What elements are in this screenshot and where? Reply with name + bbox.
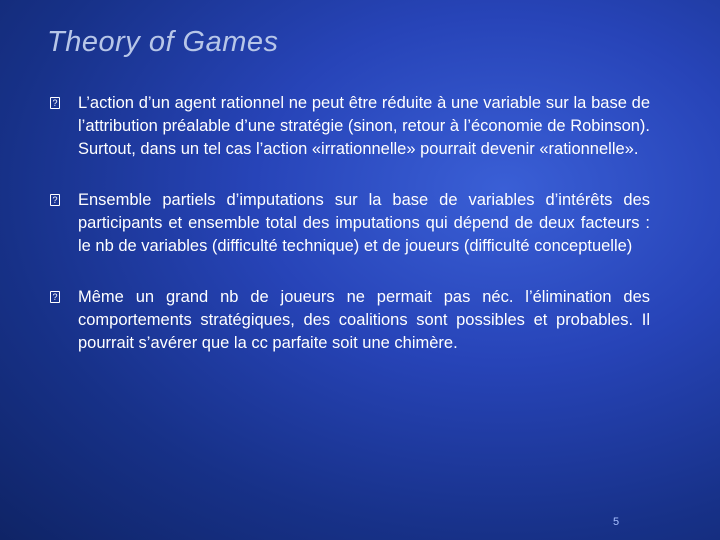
page-number: 5 (613, 516, 620, 528)
bullet-item (50, 92, 650, 161)
slide-title: Theory of Games (47, 26, 279, 58)
bullet-box-icon: ? (50, 194, 60, 206)
bullet-text: Ensemble partiels d’imputations sur la base de variables d’intérêts des participants et ensemble total des imputations qui dépend de deux facteurs : le nb de variables (difficulté technique) et de joueurs (difficulté conceptuelle) (78, 191, 650, 255)
bullet-box-icon: ? (50, 291, 60, 303)
bullet-list (50, 92, 650, 383)
bullet-box-icon: ? (50, 97, 60, 109)
bullet-item (50, 189, 650, 258)
bullet-text: L’action d’un agent rationnel ne peut être réduite à une variable sur la base de l’attribution préalable d’une stratégie (sinon, retour à l’économie de Robinson). Surtout, dans un tel cas l’action «irrationnelle» pourrait devenir «rationnelle». (78, 94, 650, 158)
bullet-item (50, 286, 650, 355)
bullet-text: Même un grand nb de joueurs ne permait pas néc. l’élimination des comportements stratégiques, des coalitions sont possibles et probables. Il pourrait s’avérer que la cc parfaite soit une chimère. (78, 288, 650, 352)
